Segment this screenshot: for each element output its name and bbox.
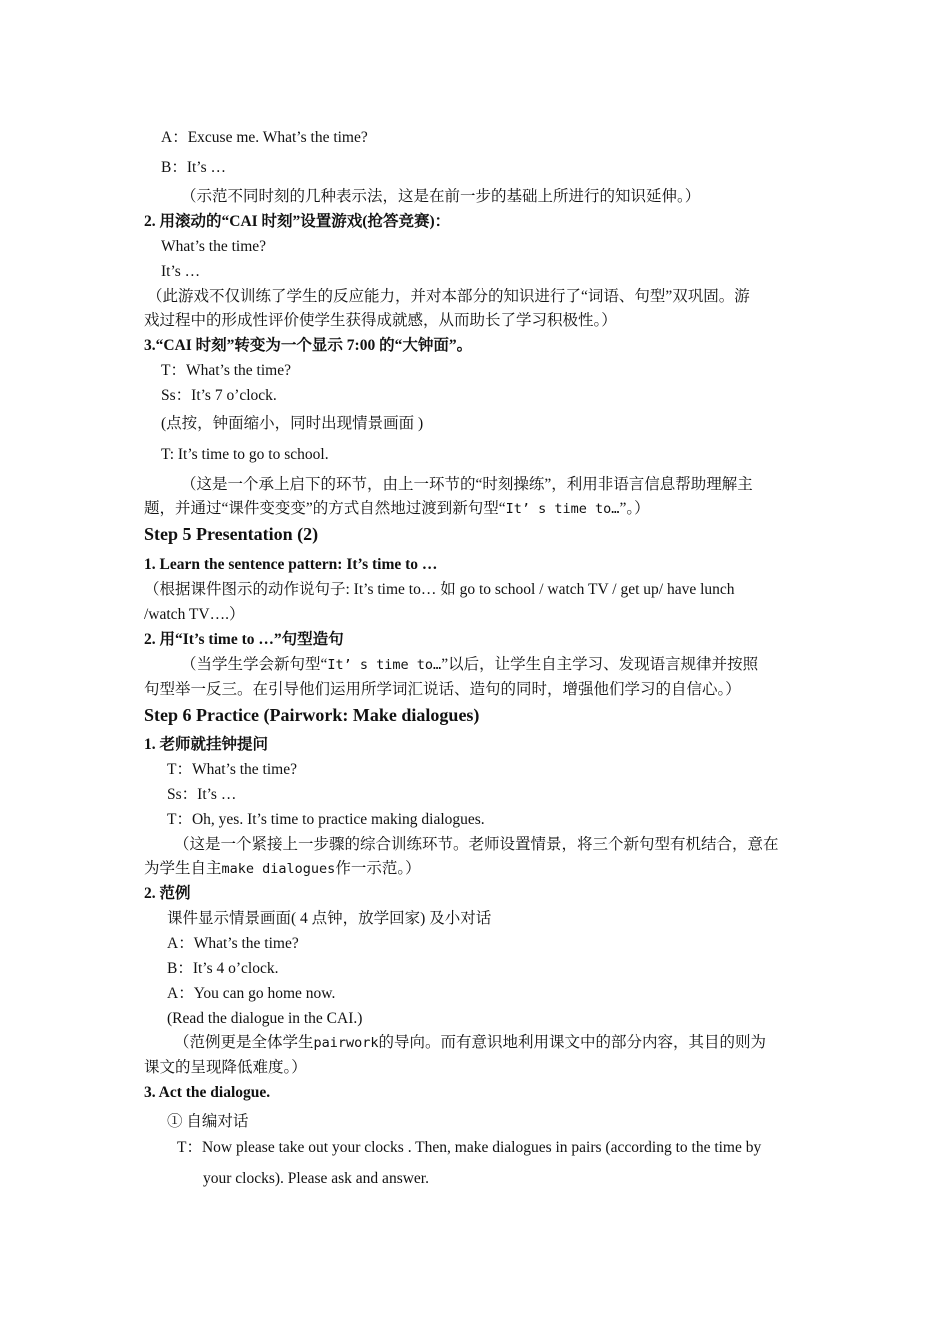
note-text: 的导向。而有意识地利用课文中的部分内容，其目的则为 <box>378 1034 767 1051</box>
dialogue-line: T：Oh, yes. It’s time to practice making dialogues. <box>167 811 485 828</box>
sentence-pattern: It’ s time to… <box>327 657 442 673</box>
note-paragraph: 戏过程中的形成性评价使学生获得成就感，从而助长了学习积极性。） <box>144 312 617 329</box>
note-paragraph: （这是一个承上启下的环节，由上一环节的“时刻操练”，利用非语言信息帮助理解主 <box>181 476 753 493</box>
dialogue-line: T: It’s time to go to school. <box>161 446 329 463</box>
note-paragraph <box>144 859 421 879</box>
numbered-heading: 2. 用“It’s time to …”句型造句 <box>144 631 344 648</box>
numbered-heading: 1. 老师就挂钟提问 <box>144 736 269 753</box>
step-heading: Step 6 Practice (Pairwork: Make dialogues) <box>144 705 480 725</box>
inline-term: make dialogues <box>221 861 336 877</box>
dialogue-line: A：What’s the time? <box>167 935 299 952</box>
note-paragraph <box>144 499 650 519</box>
dialogue-line: B：It’s 4 o’clock. <box>167 960 279 977</box>
description-line: 课件显示情景画面( 4 点钟，放学回家) 及小对话 <box>167 910 492 927</box>
sentence-pattern: It’ s time to… <box>505 501 620 517</box>
dialogue-line: Ss：It’s 7 o’clock. <box>161 387 277 404</box>
note-text: ”以后，让学生自主学习、发现语言规律并按照 <box>441 656 759 673</box>
note-paragraph: （示范不同时刻的几种表示法，这是在前一步的基础上所进行的知识延伸。） <box>181 188 701 205</box>
dialogue-line: Ss：It’s … <box>167 786 237 803</box>
dialogue-line-b: B：It’s … <box>161 159 227 176</box>
note-paragraph: （这是一个紧接上一步骤的综合训练环节。老师设置情景，将三个新句型有机结合，意在 <box>174 836 779 853</box>
note-paragraph: （根据课件图示的动作说句子: It’s time to… 如 go to school / watch TV / get up/ have lunch <box>144 581 735 598</box>
dialogue-line: T：What’s the time? <box>167 761 297 778</box>
numbered-heading: 3. Act the dialogue. <box>144 1084 271 1101</box>
note-paragraph: /watch TV….） <box>144 606 245 623</box>
dialogue-line: It’s … <box>161 263 201 280</box>
note-paragraph: 课文的呈现降低难度。） <box>144 1059 307 1076</box>
dialogue-line: What’s the time? <box>161 238 267 255</box>
numbered-heading: 3.“CAI 时刻”转变为一个显示 7:00 的“大钟面”。 <box>144 337 473 354</box>
sub-item: ① 自编对话 <box>167 1113 249 1130</box>
note-text: 作一示范。） <box>335 860 421 877</box>
instruction-line: (Read the dialogue in the CAI.) <box>167 1010 363 1027</box>
note-text: 为学生自主 <box>144 860 222 877</box>
dialogue-line: T：Now please take out your clocks . Then, make dialogues in pairs (according to the time by <box>177 1139 762 1156</box>
numbered-heading: 2. 用滚动的“CAI 时刻”设置游戏(抢答竞赛)： <box>144 213 451 230</box>
dialogue-line: A：You can go home now. <box>167 985 336 1002</box>
note-paragraph <box>174 1033 766 1053</box>
stage-direction: (点按，钟面缩小，同时出现情景画面 ) <box>161 415 424 432</box>
dialogue-line-a: A：Excuse me. What’s the time? <box>161 129 368 146</box>
numbered-heading: 1. Learn the sentence pattern: It’s time to … <box>144 556 438 573</box>
inline-term: pairwork <box>313 1035 379 1051</box>
numbered-heading: 2. 范例 <box>144 885 191 902</box>
note-paragraph: （此游戏不仅训练了学生的反应能力，并对本部分的知识进行了“词语、句型”双巩固。游 <box>147 288 750 305</box>
note-text: ”。） <box>619 500 650 517</box>
note-paragraph <box>181 655 758 675</box>
dialogue-line: your clocks). Please ask and answer. <box>203 1170 429 1187</box>
step-heading: Step 5 Presentation (2) <box>144 524 319 544</box>
note-text: 题，并通过“课件变变变”的方式自然地过渡到新句型“ <box>144 500 506 517</box>
note-text: （当学生学会新句型“ <box>181 656 328 673</box>
note-paragraph: 句型举一反三。在引导他们运用所学词汇说话、造句的同时，增强他们学习的自信心。） <box>144 681 741 698</box>
note-text: （范例更是全体学生 <box>174 1034 314 1051</box>
dialogue-line: T：What’s the time? <box>161 362 291 379</box>
